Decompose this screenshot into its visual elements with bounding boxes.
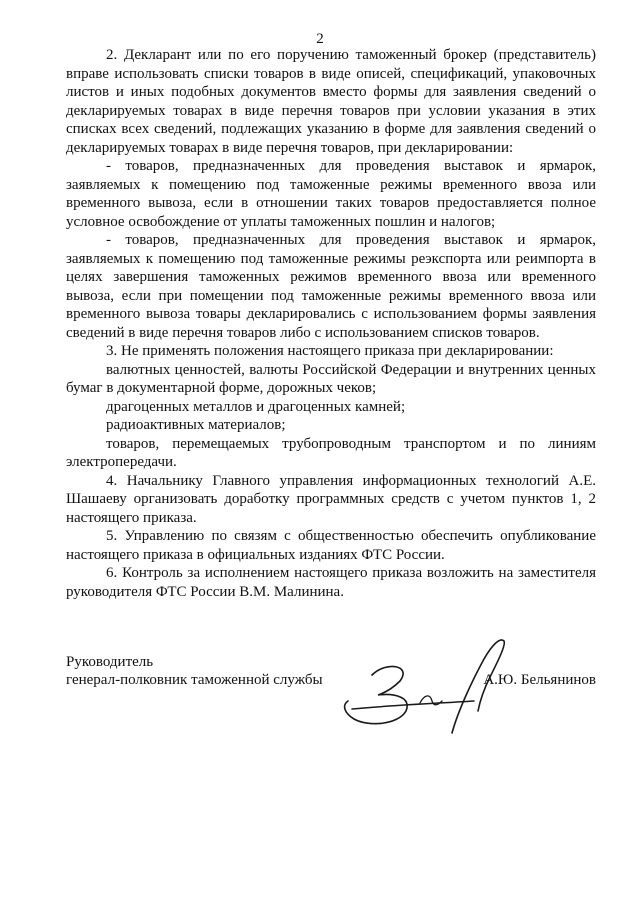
signatory-name: А.Ю. Бельянинов — [483, 672, 596, 688]
paragraph-3-item-1: валютных ценностей, валюты Российской Федерации и внутренних ценных бумаг в документарной форме, дорожных чеков; — [66, 361, 596, 396]
signatory-title-line2: генерал-полковник таможенной службы — [66, 672, 323, 688]
paragraph-6: 6. Контроль за исполнением настоящего приказа возложить на заместителя руководителя ФТС России В.М. Малинина. — [66, 565, 596, 600]
paragraph-2: 2. Декларант или по его поручению таможенный брокер (представитель) вправе использовать списки товаров в виде описей, спецификаций, упаковочных листов и иных подобных документов вместо формы для заявления сведений о декларируемых товарах в виде перечня товаров при условии указания в этих списках всех сведений, подлежащих указанию в форме для заявления сведений о декларируемых товарах в виде перечня товаров, при декларировании: — [66, 47, 596, 156]
signature-block — [66, 653, 596, 743]
page-number: 2 — [316, 31, 324, 47]
document-body — [66, 46, 596, 601]
paragraph-3-item-4: товаров, перемещаемых трубопроводным транспортом и по линиям электропередачи. — [66, 435, 596, 470]
paragraph-3-item-2: драгоценных металлов и драгоценных камней; — [106, 398, 406, 415]
paragraph-3-item-3: радиоактивных материалов; — [106, 417, 286, 433]
paragraph-2-item-1: - товаров, предназначенных для проведения выставок и ярмарок, заявляемых к помещению под таможенные режимы временного ввоза или временного вывоза, если в отношении таких товаров предоставляется полное условное освобождение от уплаты таможенных пошлин и налогов; — [66, 158, 596, 230]
paragraph-4: 4. Начальнику Главного управления информационных технологий А.Е. Шашаеву организовать доработку программных средств с учетом пунктов 1, 2 настоящего приказа. — [66, 472, 596, 526]
signatory-title-line1: Руководитель — [66, 654, 154, 670]
paragraph-5: 5. Управлению по связям с общественностью обеспечить опубликование настоящего приказа в официальных изданиях ФТС России. — [66, 528, 596, 563]
paragraph-3: 3. Не применять положения настоящего приказа при декларировании: — [106, 343, 554, 359]
paragraph-2-item-2: - товаров, предназначенных для проведения выставок и ярмарок, заявляемых к помещению под таможенные режимы реэкспорта или реимпорта в целях завершения таможенных режимов временного ввоза или временного вывоза, если при помещении под таможенные режимы временного ввоза или временного вывоза товары декларировались с использованием формы заявления сведений в виде перечня товаров либо с использованием списков товаров. — [66, 232, 596, 341]
